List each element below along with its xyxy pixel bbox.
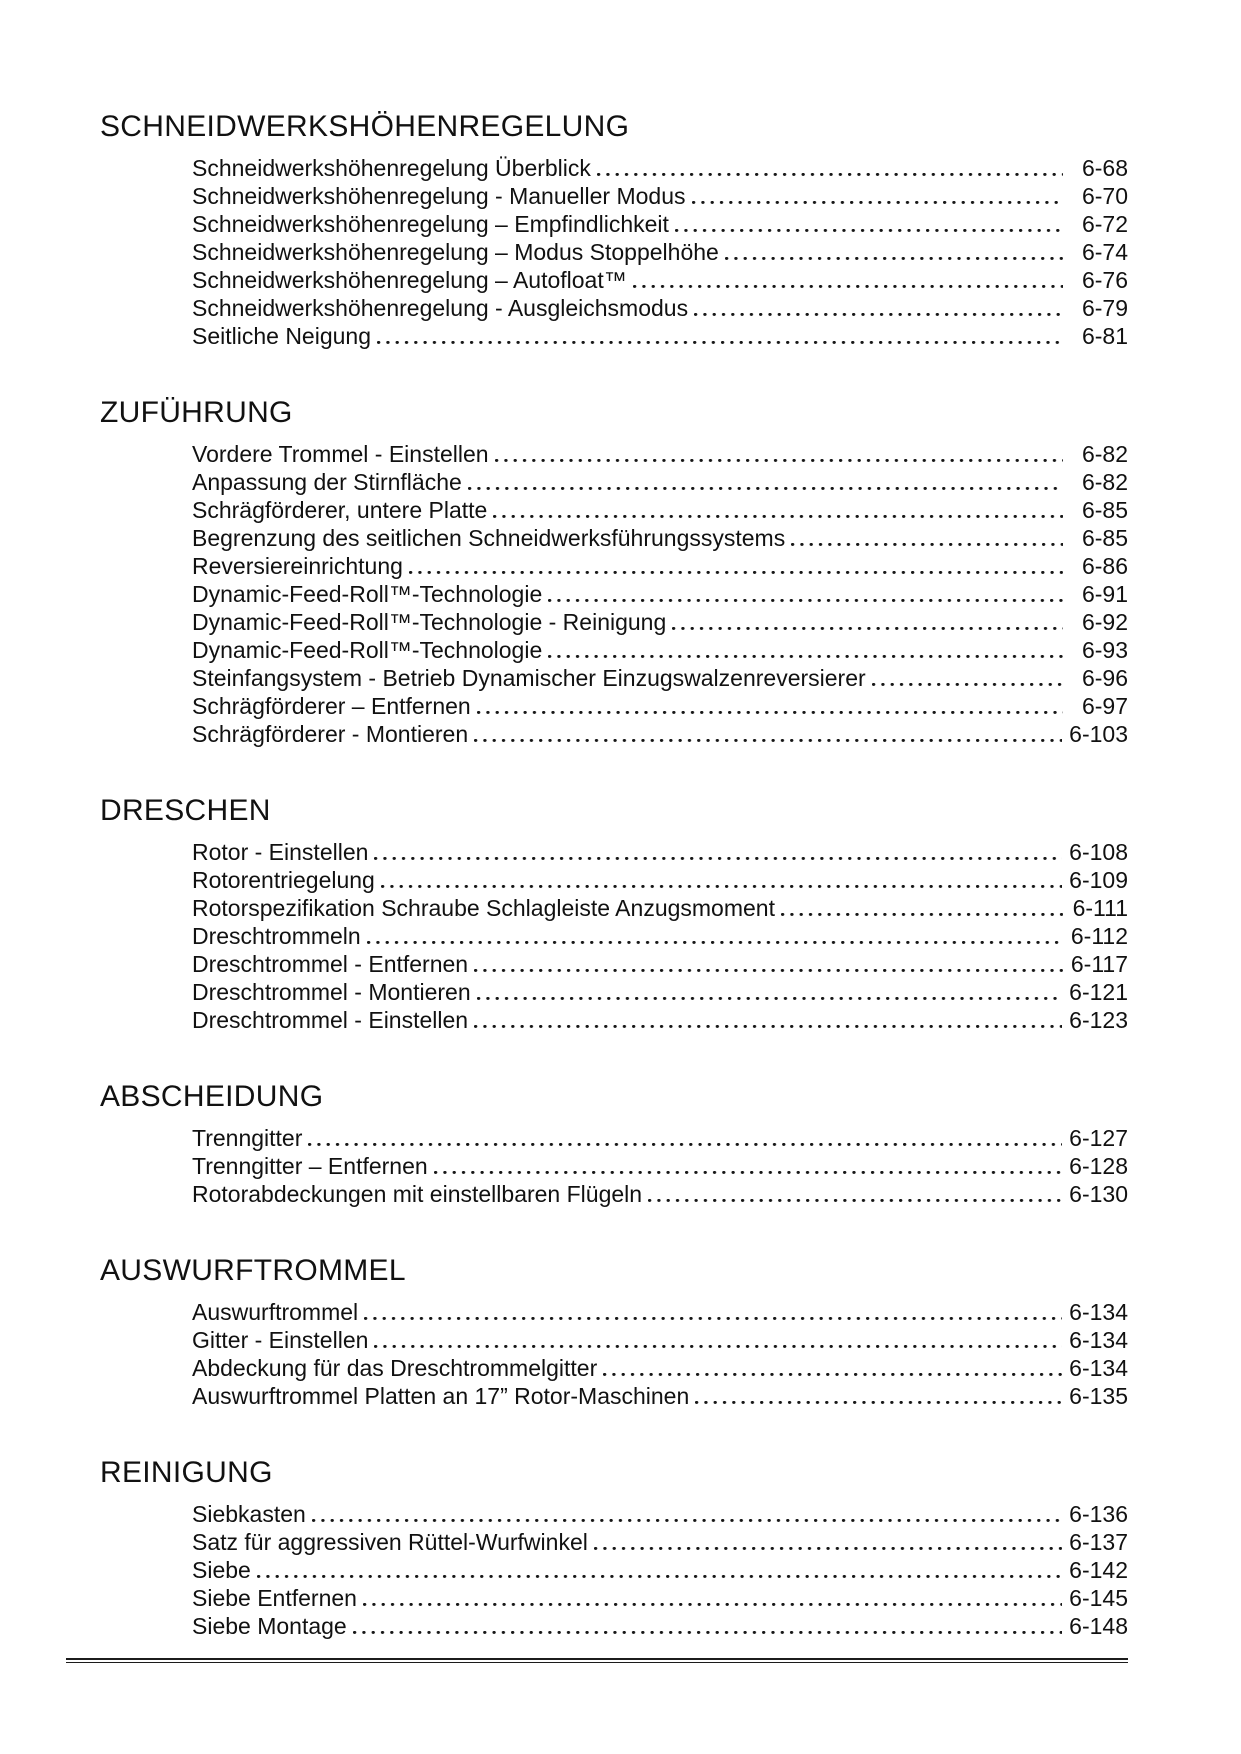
dot-leader <box>495 440 1063 468</box>
entry-page-number: 6-85 <box>1081 497 1128 523</box>
entry-label: Gitter - Einstellen <box>192 1327 369 1353</box>
dot-leader <box>648 1180 1062 1208</box>
dot-leader <box>692 182 1063 210</box>
entry-label: Reversiereinrichtung <box>192 553 403 579</box>
entry-label: Trenngitter <box>192 1125 303 1151</box>
section-entries <box>192 1298 1128 1410</box>
entry-label: Steinfangsystem - Betrieb Dynamischer Einzugswalzenreversierer <box>192 665 866 691</box>
dot-leader <box>694 294 1063 322</box>
toc-entry[interactable] <box>192 608 1128 636</box>
dot-leader <box>675 210 1063 238</box>
toc-entry[interactable] <box>192 294 1128 322</box>
toc-entry[interactable] <box>192 182 1128 210</box>
section-entries <box>192 1500 1128 1640</box>
entry-page-number: 6-72 <box>1081 211 1128 237</box>
toc-entry[interactable] <box>192 1152 1128 1180</box>
toc-entry[interactable] <box>192 496 1128 524</box>
entry-page-number: 6-91 <box>1081 581 1128 607</box>
dot-leader <box>364 1298 1062 1326</box>
toc-entry[interactable] <box>192 978 1128 1006</box>
dot-leader <box>781 894 1063 922</box>
section-title: AUSWURFTROMMEL <box>100 1254 406 1287</box>
toc-entry[interactable] <box>192 1556 1128 1584</box>
toc-entry[interactable] <box>192 154 1128 182</box>
dot-leader <box>468 468 1063 496</box>
entry-label: Schneidwerkshöhenregelung – Autofloat™ <box>192 267 627 293</box>
entry-label: Rotorabdeckungen mit einstellbaren Flügeln <box>192 1181 643 1207</box>
dot-leader <box>594 1528 1062 1556</box>
toc-entry[interactable] <box>192 922 1128 950</box>
dot-leader <box>791 524 1063 552</box>
entry-label: Schrägförderer - Montieren <box>192 721 469 747</box>
entry-page-number: 6-128 <box>1069 1153 1128 1179</box>
entry-label: Dynamic-Feed-Roll™-Technologie - Reinigung <box>192 609 667 635</box>
dot-leader <box>493 496 1063 524</box>
toc-entry[interactable] <box>192 1584 1128 1612</box>
toc-section <box>100 794 1128 1034</box>
entry-label: Siebkasten <box>192 1501 306 1527</box>
entry-label: Schneidwerkshöhenregelung – Empfindlichkeit <box>192 211 669 237</box>
dot-leader <box>597 154 1063 182</box>
entry-label: Rotorspezifikation Schraube Schlagleiste Anzugsmoment <box>192 895 775 921</box>
section-entries <box>192 838 1128 1034</box>
entry-label: Dreschtrommeln <box>192 923 361 949</box>
entry-label: Auswurftrommel <box>192 1299 359 1325</box>
dot-leader <box>308 1124 1062 1152</box>
entry-page-number: 6-123 <box>1069 1007 1128 1033</box>
entry-label: Siebe Montage <box>192 1613 347 1639</box>
entry-label: Schneidwerkshöhenregelung Überblick <box>192 155 591 181</box>
section-title: ABSCHEIDUNG <box>100 1080 324 1113</box>
toc-entry[interactable] <box>192 468 1128 496</box>
entry-label: Dreschtrommel - Einstellen <box>192 1007 469 1033</box>
entry-label: Dynamic-Feed-Roll™-Technologie <box>192 637 543 663</box>
toc-section <box>100 396 1128 748</box>
dot-leader <box>409 552 1063 580</box>
toc-entry[interactable] <box>192 322 1128 350</box>
entry-label: Satz für aggressiven Rüttel-Wurfwinkel <box>192 1529 588 1555</box>
dot-leader <box>725 238 1063 266</box>
section-entries <box>192 1124 1128 1208</box>
toc-entry[interactable] <box>192 664 1128 692</box>
section-title: DRESCHEN <box>100 794 271 827</box>
toc-entry[interactable] <box>192 524 1128 552</box>
entry-label: Siebe <box>192 1557 251 1583</box>
toc-entry[interactable] <box>192 1006 1128 1034</box>
entry-page-number: 6-137 <box>1069 1529 1128 1555</box>
entry-label: Abdeckung für das Dreschtrommelgitter <box>192 1355 598 1381</box>
entry-page-number: 6-134 <box>1069 1299 1128 1325</box>
dot-leader <box>872 664 1063 692</box>
toc-section <box>100 1254 1128 1410</box>
entry-label: Schrägförderer – Entfernen <box>192 693 471 719</box>
entry-label: Schneidwerkshöhenregelung - Ausgleichsmodus <box>192 295 689 321</box>
section-title: ZUFÜHRUNG <box>100 396 293 429</box>
toc-entry[interactable] <box>192 266 1128 294</box>
entry-page-number: 6-86 <box>1081 553 1128 579</box>
dot-leader <box>633 266 1063 294</box>
entry-label: Schneidwerkshöhenregelung – Modus Stoppelhöhe <box>192 239 719 265</box>
entry-label: Begrenzung des seitlichen Schneidwerksführungssystems <box>192 525 786 551</box>
entry-page-number: 6-145 <box>1069 1585 1128 1611</box>
toc-entry[interactable] <box>192 440 1128 468</box>
entry-page-number: 6-97 <box>1081 693 1128 719</box>
toc-section <box>100 1080 1128 1208</box>
dot-leader <box>548 636 1063 664</box>
dot-leader <box>367 922 1063 950</box>
dot-leader <box>695 1382 1062 1410</box>
toc-sections <box>100 110 1128 1640</box>
toc-entry[interactable] <box>192 866 1128 894</box>
dot-leader <box>374 1326 1062 1354</box>
dot-leader <box>312 1500 1062 1528</box>
entry-label: Seitliche Neigung <box>192 323 372 349</box>
entry-page-number: 6-117 <box>1070 951 1128 977</box>
toc-entry[interactable] <box>192 720 1128 748</box>
toc-entry[interactable] <box>192 1354 1128 1382</box>
entry-page-number: 6-82 <box>1081 441 1128 467</box>
entry-label: Dreschtrommel - Montieren <box>192 979 471 1005</box>
toc-entry[interactable] <box>192 238 1128 266</box>
toc-entry[interactable] <box>192 552 1128 580</box>
entry-page-number: 6-85 <box>1081 525 1128 551</box>
dot-leader <box>474 720 1062 748</box>
entry-label: Dreschtrommel - Entfernen <box>192 951 469 977</box>
toc-entry[interactable] <box>192 838 1128 866</box>
footer-rule <box>66 1658 1128 1663</box>
entry-page-number: 6-111 <box>1072 895 1128 921</box>
entry-page-number: 6-112 <box>1070 923 1128 949</box>
entry-label: Schrägförderer, untere Platte <box>192 497 488 523</box>
toc-entry[interactable] <box>192 636 1128 664</box>
entry-page-number: 6-121 <box>1069 979 1128 1005</box>
entry-page-number: 6-74 <box>1081 239 1128 265</box>
entry-page-number: 6-134 <box>1069 1327 1128 1353</box>
toc-section <box>100 110 1128 350</box>
entry-label: Rotorentriegelung <box>192 867 375 893</box>
entry-page-number: 6-148 <box>1069 1613 1128 1639</box>
toc-entry[interactable] <box>192 1528 1128 1556</box>
entry-label: Anpassung der Stirnfläche <box>192 469 462 495</box>
dot-leader <box>374 838 1062 866</box>
section-title: REINIGUNG <box>100 1456 273 1489</box>
toc-entry[interactable] <box>192 1124 1128 1152</box>
entry-page-number: 6-79 <box>1081 295 1128 321</box>
toc-section <box>100 1456 1128 1640</box>
section-entries <box>192 440 1128 748</box>
entry-page-number: 6-81 <box>1081 323 1128 349</box>
toc-entry[interactable] <box>192 580 1128 608</box>
dot-leader <box>377 322 1063 350</box>
entry-page-number: 6-142 <box>1069 1557 1128 1583</box>
toc-entry[interactable] <box>192 1180 1128 1208</box>
dot-leader <box>548 580 1063 608</box>
entry-label: Vordere Trommel - Einstellen <box>192 441 489 467</box>
entry-page-number: 6-136 <box>1069 1501 1128 1527</box>
toc-entry[interactable] <box>192 210 1128 238</box>
entry-page-number: 6-96 <box>1081 665 1128 691</box>
toc-entry[interactable] <box>192 1298 1128 1326</box>
dot-leader <box>353 1612 1062 1640</box>
toc-entry[interactable] <box>192 950 1128 978</box>
toc-entry[interactable] <box>192 1500 1128 1528</box>
dot-leader <box>257 1556 1062 1584</box>
dot-leader <box>363 1584 1062 1612</box>
entry-page-number: 6-82 <box>1081 469 1128 495</box>
entry-page-number: 6-70 <box>1081 183 1128 209</box>
entry-page-number: 6-127 <box>1069 1125 1128 1151</box>
entry-page-number: 6-130 <box>1069 1181 1128 1207</box>
entry-label: Siebe Entfernen <box>192 1585 357 1611</box>
toc-entry[interactable] <box>192 1612 1128 1640</box>
entry-page-number: 6-108 <box>1069 839 1128 865</box>
entry-page-number: 6-68 <box>1081 155 1128 181</box>
entry-page-number: 6-92 <box>1081 609 1128 635</box>
toc-entry[interactable] <box>192 1326 1128 1354</box>
dot-leader <box>474 950 1063 978</box>
toc-entry[interactable] <box>192 692 1128 720</box>
dot-leader <box>672 608 1063 636</box>
entry-page-number: 6-103 <box>1069 721 1128 747</box>
entry-page-number: 6-76 <box>1081 267 1128 293</box>
entry-label: Dynamic-Feed-Roll™-Technologie <box>192 581 543 607</box>
dot-leader <box>477 692 1063 720</box>
section-title: SCHNEIDWERKSHÖHENREGELUNG <box>100 110 630 143</box>
entry-label: Trenngitter – Entfernen <box>192 1153 428 1179</box>
dot-leader <box>474 1006 1062 1034</box>
toc-entry[interactable] <box>192 1382 1128 1410</box>
entry-page-number: 6-134 <box>1069 1355 1128 1381</box>
entry-label: Rotor - Einstellen <box>192 839 369 865</box>
entry-label: Schneidwerkshöhenregelung - Manueller Modus <box>192 183 686 209</box>
toc-entry[interactable] <box>192 894 1128 922</box>
dot-leader <box>381 866 1062 894</box>
entry-page-number: 6-109 <box>1069 867 1128 893</box>
entry-page-number: 6-135 <box>1069 1383 1128 1409</box>
dot-leader <box>477 978 1063 1006</box>
dot-leader <box>434 1152 1063 1180</box>
section-entries <box>192 154 1128 350</box>
entry-label: Auswurftrommel Platten an 17” Rotor-Maschinen <box>192 1383 690 1409</box>
dot-leader <box>603 1354 1062 1382</box>
entry-page-number: 6-93 <box>1081 637 1128 663</box>
